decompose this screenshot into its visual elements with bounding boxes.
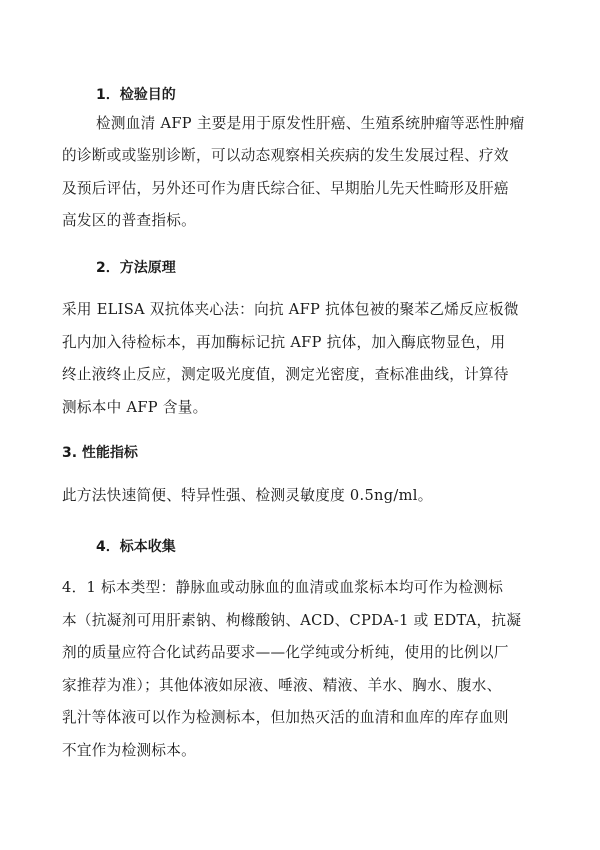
section-body-collection <box>62 572 521 767</box>
section-body-performance <box>62 480 433 513</box>
text-line: 检测血清 AFP 主要是用于原发性肝癌、生殖系统肿瘤等恶性肿瘤 <box>96 115 525 132</box>
section-body-purpose-cont <box>62 140 509 238</box>
text-line: 4．1 标本类型：静脉血或动脉血的血清或血浆标本均可作为检测标 <box>62 579 504 596</box>
text-line: 采用 ELISA 双抗体夹心法：向抗 AFP 抗体包被的聚苯乙烯反应板微 <box>62 301 519 318</box>
section-body-principle <box>62 294 519 424</box>
section-heading-principle: 2．方法原理 <box>96 260 176 276</box>
section-heading-performance: 3. 性能指标 <box>62 445 138 461</box>
text-line: 本（抗凝剂可用肝素钠、枸橼酸钠、ACD、CPDA-1 或 EDTA，抗凝 <box>62 611 522 629</box>
text-line: 高发区的普查指标。 <box>62 212 197 229</box>
section-heading-collection: 4．标本收集 <box>96 539 176 555</box>
text-line: 不宜作为检测标本。 <box>62 741 197 759</box>
text-line: 此方法快速简便、特异性强、检测灵敏度度 0.5ng/ml。 <box>62 487 433 504</box>
text-line: 终止液终止反应，测定吸光度值，测定光密度，查标准曲线，计算待 <box>62 366 509 383</box>
section-heading-purpose: 1．检验目的 <box>96 87 176 103</box>
text-line: 乳汁等体液可以作为检测标本，但加热灭活的血清和血库的库存血则 <box>62 709 509 726</box>
text-line: 测标本中 AFP 含量。 <box>62 398 208 416</box>
text-line: 家推荐为准）；其他体液如尿液、唾液、精液、羊水、胸水、腹水、 <box>62 676 502 694</box>
text-line: 孔内加入待检标本，再加酶标记抗 AFP 抗体，加入酶底物显色，用 <box>62 333 506 351</box>
text-line: 的诊断或或鉴别诊断，可以动态观察相关疾病的发生发展过程、疗效 <box>62 147 509 164</box>
section-body-purpose <box>96 108 525 141</box>
text-line: 及预后评估，另外还可作为唐氏综合征、早期胎儿先天性畸形及肝癌 <box>62 179 509 197</box>
text-line: 剂的质量应符合化试药品要求——化学纯或分析纯，使用的比例以厂 <box>62 644 509 661</box>
